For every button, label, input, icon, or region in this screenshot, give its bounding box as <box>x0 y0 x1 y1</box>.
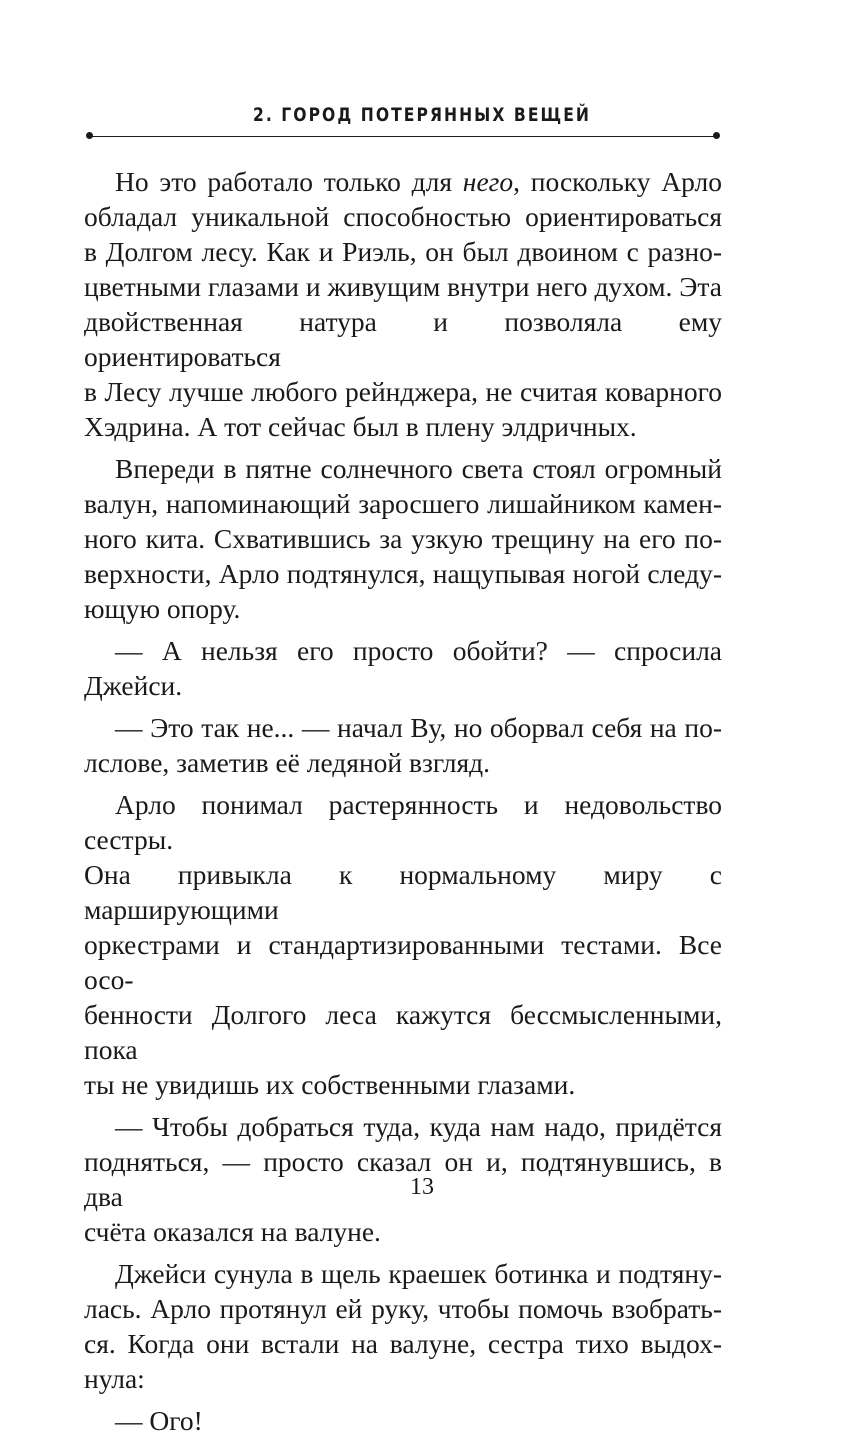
body-text <box>84 164 722 1445</box>
paragraph <box>84 1403 722 1438</box>
text-run: Но это работало только для <box>115 166 463 197</box>
text-line: цветными глазами и живущим внутри него духом. Эта <box>84 271 722 302</box>
text-line: лслове, заметив её ледяной взгляд. <box>84 747 490 778</box>
text-line: — Чтобы добраться туда, куда нам надо, придётся <box>115 1111 722 1142</box>
header-rule-left-dot <box>86 132 93 139</box>
text-line: обладал уникальной способностью ориентироваться <box>84 201 722 232</box>
paragraph <box>84 451 722 626</box>
text-line: Джейси сунула в щель краешек ботинка и подтяну- <box>115 1258 722 1289</box>
header-rule <box>88 136 718 137</box>
text-line: верхности, Арло подтянулся, нащупывая ногой следу- <box>84 558 722 589</box>
text-line: счёта оказался на валуне. <box>84 1216 381 1247</box>
text-line: ющую опору. <box>84 593 241 624</box>
paragraph <box>84 633 722 703</box>
text-line: лась. Арло протянул ей руку, чтобы помочь взобрать- <box>84 1293 722 1324</box>
text-line: двойственная натура и позволяла ему ориентироваться <box>84 306 722 372</box>
text-line: Хэдрина. А тот сейчас был в плену элдричных. <box>84 411 637 442</box>
text-line: — Это так не... — начал Ву, но оборвал себя на по- <box>115 712 722 743</box>
paragraph <box>84 710 722 780</box>
paragraph <box>84 1256 722 1396</box>
text-line: оркестрами и стандартизированными тестами. Все осо- <box>84 929 722 995</box>
text-line: в Лесу лучше любого рейнджера, не считая коварного <box>84 376 722 407</box>
text-line: в Долгом лесу. Как и Риэль, он был двоином с разно- <box>84 236 722 267</box>
running-header: 2. ГОРОД ПОТЕРЯННЫХ ВЕЩЕЙ <box>252 104 592 126</box>
header-rule-right-dot <box>713 132 720 139</box>
text-line: Она привыкла к нормальному миру с марширующими <box>84 859 722 925</box>
text-line: — А нельзя его просто обойти? — спросила Джейси. <box>84 635 722 701</box>
text-line: ся. Когда они встали на валуне, сестра тихо выдох- <box>84 1328 722 1359</box>
text-line: подняться, — просто сказал он и, подтянувшись, в два <box>84 1146 722 1212</box>
page-number: 13 <box>410 1174 434 1200</box>
paragraph <box>84 787 722 1102</box>
text-line: ты не увидишь их собственными глазами. <box>84 1069 576 1100</box>
paragraph <box>84 164 722 444</box>
text-line: ного кита. Схватившись за узкую трещину на его по- <box>84 523 722 554</box>
text-line: — Ого! <box>115 1405 203 1436</box>
text-run: , поскольку Арло <box>513 166 723 197</box>
emphasis-run: него <box>462 166 514 197</box>
text-line: бенности Долгого леса кажутся бессмысленными, пока <box>84 999 722 1065</box>
text-line <box>84 164 722 199</box>
text-line: Арло понимал растерянность и недовольство сестры. <box>84 789 722 855</box>
text-line: валун, напоминающий заросшего лишайником камен- <box>84 488 722 519</box>
text-line: нула: <box>84 1363 145 1394</box>
text-line: Впереди в пятне солнечного света стоял огромный <box>115 453 722 484</box>
